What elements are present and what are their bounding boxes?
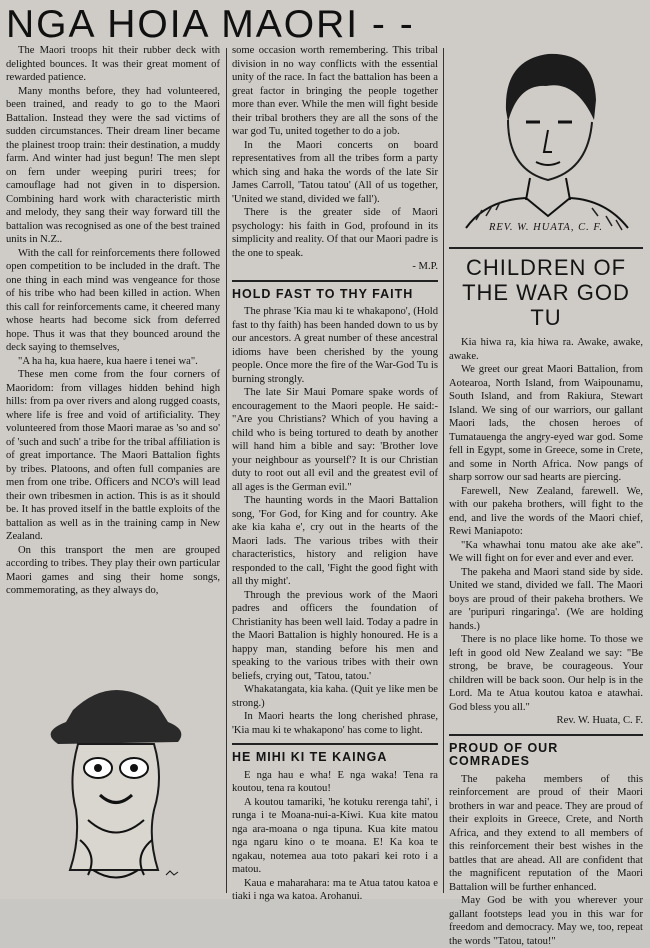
paragraph: The late Sir Maui Pomare spake words of encouragement to the Maori people. He said:- "Are you Christians? Which of you having a child who is being tortured to death by another will hand him a bible and say: 'Brother love your neighbour as yourself'? It is our Christian duty to root out all evil and the greatest evil of all ages is the German evil." bbox=[232, 387, 438, 493]
section-rule bbox=[449, 247, 643, 249]
paragraph: The pakeha members of this reinforcement are proud of their Maori brothers in war and peace. They are proud of their exploits in Greece, Crete, and North Africa, and they extend to all members of this reinforcement their best wishes in the battles that are ahead. All are confident that the magnificent reputation of the Maori Battalion will be further enhanced. bbox=[449, 773, 643, 893]
paragraph: In Maori hearts the long cherished phrase, 'Kia mau ki te whakapono' has come to light. bbox=[232, 711, 438, 736]
paragraph: There is no place like home. To those we left in good old New Zealand we say: "Be strong, be brave, be courageous. Your children will be back soon. Our help is in the Lord. Ma te Atua koutou katoa e atawhai. God bless you all." bbox=[449, 634, 643, 713]
section-rule bbox=[449, 734, 643, 736]
section-heading: PROUD OF OUR COMRADES bbox=[449, 740, 559, 768]
article-signature: Rev. W. Huata, C. F. bbox=[556, 715, 643, 726]
paragraph: The phrase 'Kia mau ki te whakapono', (Hold fast to thy faith) has been handed down to us by our ancestors. A great number of these ancestral idioms have been cherished by the young people. Once more the fire of the War-God Tu is burning strongly. bbox=[232, 306, 438, 385]
portrait-caption: REV. W. HUATA, C. F. bbox=[488, 222, 604, 233]
paragraph: Many months before, they had volunteered, been trained, and ready to go to the Maori Battalion. Instead they were the sad victims of sudden circumstances. Their dream liner became the plainest troop train: their destination, a muddy farm. And winter had just begun! The men slept on fern under weeping puriri trees; for camouflage had not given in to dispersion. Combining hard work with characteristic mirth and melody, they sang their way forward till the battalion was recognised as one of the best trained units in N.Z.. bbox=[6, 85, 220, 245]
portrait-hair bbox=[506, 54, 596, 122]
lemon-squeezer-hat bbox=[51, 690, 182, 744]
paragraph: We greet our great Maori Battalion, from Aotearoa, North Island, from Waipounamu, South Island, and from Rakiura, Stewart Island. We sing of our warriors, our gallant Maori lads, the chosen heroes of Tumatauenga the angry-eyed war god. Some fell in Egypt, some in Greece, some in Crete, and some in North Africa. Now pangs of sharp sorrow our sad hearts are piercing. bbox=[449, 364, 643, 483]
column-1 bbox=[6, 44, 220, 598]
masthead-title: NGA HOIA MAORI - - bbox=[6, 3, 415, 46]
tiki-carving-illustration bbox=[18, 670, 208, 895]
paragraph: These men come from the four corners of Maoridom: from villages hidden behind high hills: from pa over rivers and along rugged coasts, where life is free and void of artificiality. They volunteered from those Maori marae as 'so and so' of 'such and such' a tribe for the tribal affiliation is of great importance. The Maori Battalion fights by tribes. Platoons, and often full companies are men from one tribe. Officers and NCO's will lead their own tribesmen in action. This is as it should be. It has proved itself in the battle exploits of the battalion as well as in the training camp in New Zealand. bbox=[6, 369, 220, 542]
article-signature: - M.P. bbox=[412, 261, 438, 272]
paragraph: E nga hau e wha! E nga waka! Tena ra koutou, tena ra koutou! bbox=[232, 769, 438, 794]
paragraph: "A ha ha, kua haere, kua haere i tenei wa". bbox=[18, 355, 198, 367]
paragraph: Farewell, New Zealand, farewell. We, with our pakeha brothers, will fight to the end, and live the words of the Maori chief, Rewi Maniapoto: bbox=[449, 485, 643, 537]
paragraph: The haunting words in the Maori Battalion song, 'For God, for King and for country. Ake ake kia kaha e', cry out in the hearts of the Maori lads. The various tribes with their characteristics, history and religion have responded to the call, 'Fight the good fight with all thy might'. bbox=[232, 495, 438, 587]
column-2 bbox=[232, 44, 438, 904]
section-heading: HOLD FAST TO THY FAITH bbox=[232, 286, 414, 301]
paragraph: A koutou tamariki, 'he kotuku rerenga tahi', i runga i te Moana-nui-a-Kiwi. Kua kite matou nga ara-moana o nga tipuna. Kua kite matou nga ngaru kino o te moana. E! Ka koa te ngakau, notemea aua toto pakari kei roto i a matou. bbox=[232, 796, 438, 875]
paragraph: Kaua e maharahara: ma te Atua tatou katoa e tiaki i nga wa katoa. Arohanui. bbox=[232, 877, 438, 902]
column-divider bbox=[443, 48, 444, 893]
paragraph: In the Maori concerts on board representatives from all the tribes form a party which sing and haka the words of the late Sir James Carroll, 'Tatou tatou' (All of us together, 'United we stand, divided we fall'). bbox=[232, 139, 438, 205]
column-3 bbox=[449, 247, 643, 948]
paragraph: There is the greater side of Maori psychology: his faith in God, profound in its simplicity and reality. Of that our Maori padre is the one to speak. bbox=[232, 207, 438, 259]
paragraph: "Ka whawhai tonu matou ake ake ake". We will fight on for ever and ever and ever. bbox=[449, 539, 643, 564]
section-heading: HE MIHI KI TE KAINGA bbox=[232, 750, 388, 764]
paragraph: The Maori troops hit their rubber deck with delighted bounces. It was their great moment of rewarded patience. bbox=[6, 45, 220, 83]
section-rule bbox=[232, 280, 438, 282]
padre-portrait-sketch bbox=[456, 40, 636, 230]
section-rule bbox=[232, 743, 438, 745]
paragraph: Kia hiwa ra, kia hiwa ra. Awake, awake, awake. bbox=[449, 337, 643, 362]
paragraph: May God be with you wherever your gallant footsteps lead you in this war for freedom and democracy. May we, too, repeat the words "Tatou, tatou!" bbox=[449, 895, 643, 947]
paragraph: The pakeha and Maori stand side by side. United we stand, divided we fall. The Maori boys are proud of their pakeha brothers. We are 'puripuri ringaringa'. (We are holding hands.) bbox=[449, 566, 643, 632]
paragraph: With the call for reinforcements there followed open competition to be included in the draft. The one thing in each mind was vengeance for those of his tribe who had been killed in action. When this call for reinforcements came, it cheered many whose hearts had become sick from deferred hope. Thus it was that they bounced around the deck saying to themselves, bbox=[6, 247, 220, 353]
paragraph: Whakatangata, kia kaha. (Quit ye like men be strong.) bbox=[232, 684, 438, 709]
paragraph: Through the previous work of the Maori padres and officers the foundation of Christianity has been well laid. Today a padre in the Maori Battalion is highly honoured. He is a happy man, standing before his men and speaking to the various tribes with their own beliefs, crying out, 'Tatou, tatou.' bbox=[232, 589, 438, 682]
article-title: CHILDREN OF THE WAR GOD TU bbox=[462, 255, 630, 330]
paragraph: On this transport the men are grouped according to tribes. They play their own particular Maori games and sing their home songs, commemorating, as they always do, bbox=[6, 544, 220, 596]
column-divider bbox=[226, 48, 227, 893]
paragraph: some occasion worth remembering. This tribal division in no way conflicts with the essential unity of the race. In fact the battalion has been a great factor in bringing the people together more than ever. While the men will fight beside their tribal brothers they are all the sons of the war god Tu, united together to do a job. bbox=[232, 45, 438, 137]
